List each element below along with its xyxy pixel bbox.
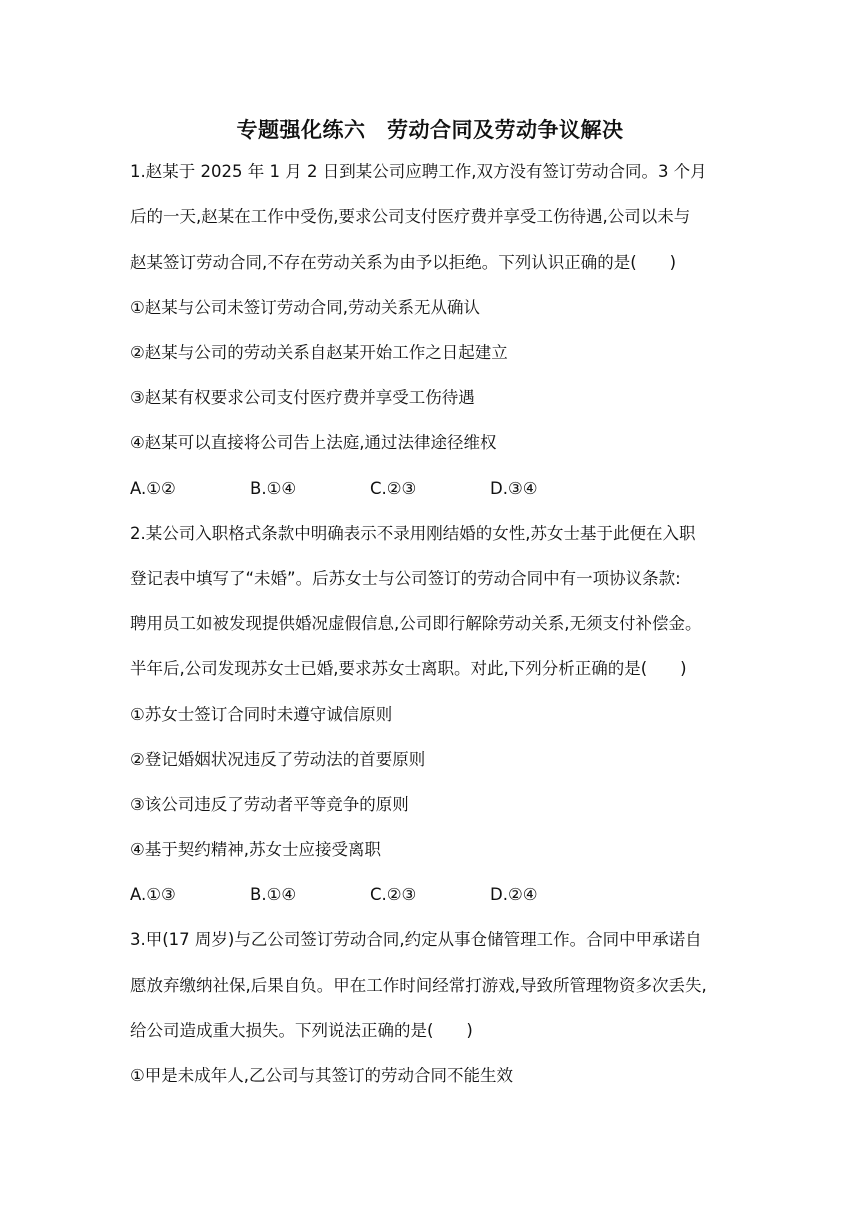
question-stem-line: 赵某签订劳动合同,不存在劳动关系为由予以拒绝。下列认识正确的是( ) bbox=[130, 253, 677, 272]
option-c[interactable]: C.②③ bbox=[370, 479, 417, 498]
option-b[interactable]: B.①④ bbox=[250, 479, 297, 498]
statement-item: ④基于契约精神,苏女士应接受离职 bbox=[130, 840, 382, 859]
question-stem-line: 半年后,公司发现苏女士已婚,要求苏女士离职。对此,下列分析正确的是( ) bbox=[130, 659, 687, 678]
answer-options bbox=[130, 883, 610, 907]
question-stem-line: 愿放弃缴纳社保,后果自负。甲在工作时间经常打游戏,导致所管理物资多次丢失, bbox=[130, 976, 707, 995]
question-stem-line: 后的一天,赵某在工作中受伤,要求公司支付医疗费并享受工伤待遇,公司以未与 bbox=[130, 207, 691, 226]
statement-item: ④赵某可以直接将公司告上法庭,通过法律途径维权 bbox=[130, 433, 497, 452]
question-stem-line: 1.赵某于 2025 年 1 月 2 日到某公司应聘工作,双方没有签订劳动合同。3 个月 bbox=[130, 162, 707, 181]
statement-item: ①苏女士签订合同时未遵守诚信原则 bbox=[130, 705, 393, 724]
page-title: 专题强化练六 劳动合同及劳动争议解决 bbox=[236, 118, 624, 142]
statement-item: ①甲是未成年人,乙公司与其签订的劳动合同不能生效 bbox=[130, 1066, 514, 1085]
question-stem-line: 给公司造成重大损失。下列说法正确的是( ) bbox=[130, 1021, 473, 1040]
option-a[interactable]: A.①② bbox=[130, 479, 176, 498]
question-stem-line: 2.某公司入职格式条款中明确表示不录用刚结婚的女性,苏女士基于此便在入职 bbox=[130, 524, 696, 543]
statement-item: ③该公司违反了劳动者平等竞争的原则 bbox=[130, 795, 409, 814]
option-b[interactable]: B.①④ bbox=[250, 885, 297, 904]
option-d[interactable]: D.②④ bbox=[490, 885, 538, 904]
option-c[interactable]: C.②③ bbox=[370, 885, 417, 904]
question-stem-line: 3.甲(17 周岁)与乙公司签订劳动合同,约定从事仓储管理工作。合同中甲承诺自 bbox=[130, 930, 702, 949]
option-a[interactable]: A.①③ bbox=[130, 885, 176, 904]
question-stem-line: 聘用员工如被发现提供婚况虚假信息,公司即行解除劳动关系,无须支付补偿金。 bbox=[130, 614, 702, 633]
option-d[interactable]: D.③④ bbox=[490, 479, 538, 498]
statement-item: ②登记婚姻状况违反了劳动法的首要原则 bbox=[130, 750, 426, 769]
question-stem-line: 登记表中填写了“未婚”。后苏女士与公司签订的劳动合同中有一项协议条款: bbox=[130, 569, 681, 588]
statement-item: ③赵某有权要求公司支付医疗费并享受工伤待遇 bbox=[130, 388, 475, 407]
statement-item: ②赵某与公司的劳动关系自赵某开始工作之日起建立 bbox=[130, 343, 508, 362]
answer-options bbox=[130, 477, 610, 501]
statement-item: ①赵某与公司未签订劳动合同,劳动关系无从确认 bbox=[130, 298, 481, 317]
